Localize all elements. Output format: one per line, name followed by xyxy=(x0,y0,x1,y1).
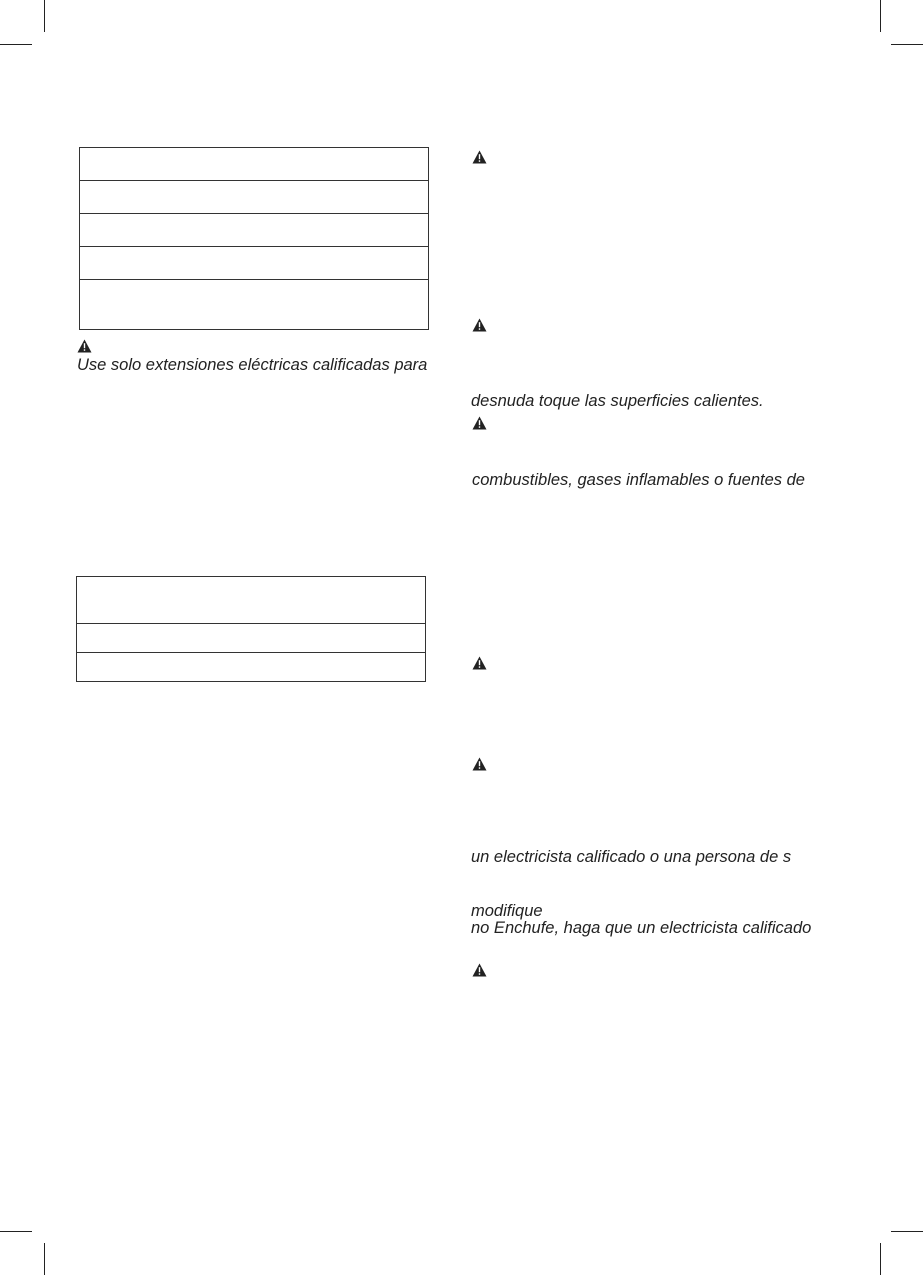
electrician-text: un electricista calificado o una persona de s xyxy=(471,848,792,866)
combustibles-text: combustibles, gases inflamables o fuentes de xyxy=(472,471,805,489)
warning-triangle-icon xyxy=(472,757,487,771)
warning-triangle-icon xyxy=(472,150,487,164)
enchufe-text: no Enchufe, haga que un electricista calificado xyxy=(471,919,812,937)
warning-triangle-icon xyxy=(472,963,487,977)
crop-mark-top-right-h xyxy=(891,44,923,45)
crop-mark-top-left-h xyxy=(0,44,32,45)
crop-mark-bottom-right-v xyxy=(880,1243,881,1275)
extension-warning-text: Use solo extensiones eléctricas calificadas para xyxy=(77,356,428,374)
crop-mark-bottom-right-h xyxy=(891,1231,923,1232)
crop-mark-bottom-left-h xyxy=(0,1231,32,1232)
warning-triangle-icon xyxy=(77,339,92,353)
table-row xyxy=(77,577,425,624)
crop-mark-top-right-v xyxy=(880,0,881,32)
modifique-text: modifique xyxy=(471,902,543,920)
table-row xyxy=(80,214,428,247)
specification-table xyxy=(76,576,426,682)
hot-surfaces-text: desnuda toque las superficies calientes. xyxy=(471,392,764,410)
warning-triangle-icon xyxy=(472,416,487,430)
table-row xyxy=(80,181,428,214)
table-row xyxy=(80,148,428,181)
table-row xyxy=(77,624,425,653)
crop-mark-top-left-v xyxy=(44,0,45,32)
warning-triangle-icon xyxy=(472,656,487,670)
table-row xyxy=(80,280,428,329)
crop-mark-bottom-left-v xyxy=(44,1243,45,1275)
table-row xyxy=(80,247,428,280)
warning-triangle-icon xyxy=(472,318,487,332)
table-row xyxy=(77,653,425,681)
extension-cord-table xyxy=(79,147,429,330)
